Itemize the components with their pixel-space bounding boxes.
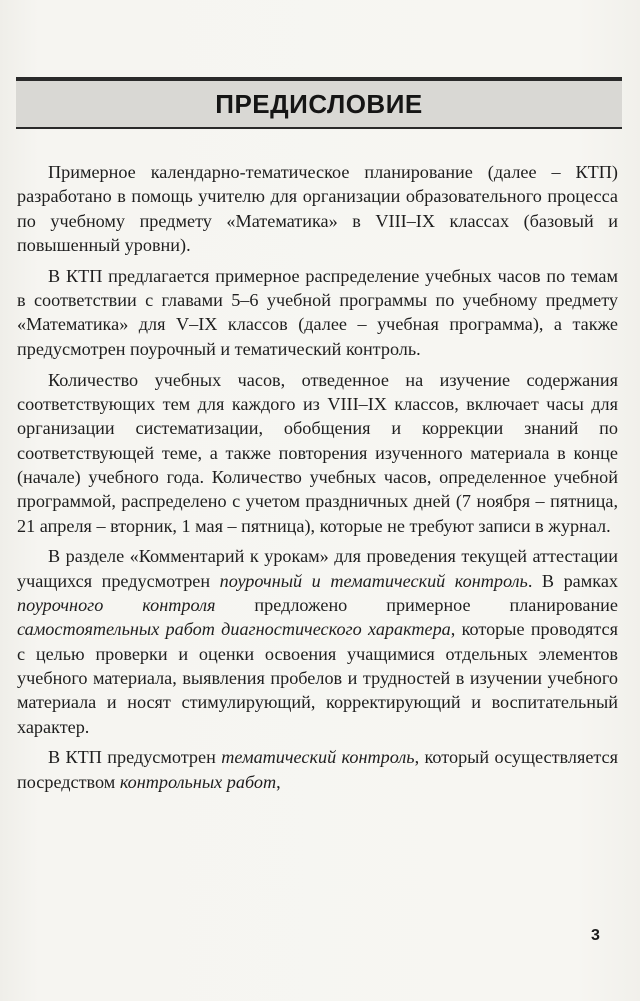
paragraph-text: Примерное календарно-тематическое планирование (далее – КТП) разработано в помощь учителю для организации образовательного процесса по учебному предмету «Математика» в VIII–IX классах (базовый и повышенный уровни). [17,162,618,256]
paragraph-1 [17,160,618,257]
italic-term: контрольных работ [119,771,277,792]
paragraph-text: предложено примерное планирование [215,595,618,616]
paragraph-2 [17,264,618,361]
paragraph-4 [17,544,618,739]
italic-term: тематический контроль [221,747,415,768]
paragraph-text: Количество учебных часов, отведенное на изучение содержания соответствующих тем для каждого из VIII–IX классов, включает часы для организации систематизации, обобщения и коррекции знаний по соответствующей теме, а также повторения изученного материала в конце (начале) учебного года. Количество учебных часов, определенное учебной программой, распределено с учетом праздничных дней (7 ноября – пятница, 21 апреля – вторник, 1 мая – пятница), которые не требуют записи в журнал. [17,369,618,536]
paragraph-5 [17,745,618,794]
paragraph-text: , которые проводятся с целью проверки и оценки освоения учащимися отдельных элементов учебного материала, выявления пробелов и трудностей в изучении учебного материала и носят стимулирующий, корректирующий и воспитательный характер. [17,619,619,737]
italic-term: поурочного контроля [17,595,216,616]
paragraph-text: В разделе «Комментарий к урокам» для проведения текущей аттестации учащихся предусмотрен [17,546,618,591]
paragraph-text: , [276,771,281,792]
italic-term: самостоятельных работ диагностического характера [17,619,451,640]
italic-term: поурочный и тематический контроль [219,570,528,591]
paragraph-text: В КТП предусмотрен [48,747,222,768]
heading-bottom-rule [16,127,622,129]
paragraph-text: , который осуществляется посредством [17,747,618,792]
paragraph-text: В КТП предлагается примерное распределение учебных часов по темам в соответствии с главами 5–6 учебной программы по учебному предмету «Математика» для V–IX классов (далее – учебная программа), а также предусмотрен поурочный и тематический контроль. [17,265,618,359]
paragraph-3 [17,368,618,538]
body-text [17,160,618,801]
paragraph-text: . В рамках [527,570,618,591]
page-title: ПРЕДИСЛОВИЕ [215,89,423,119]
page-number: 3 [591,927,600,944]
